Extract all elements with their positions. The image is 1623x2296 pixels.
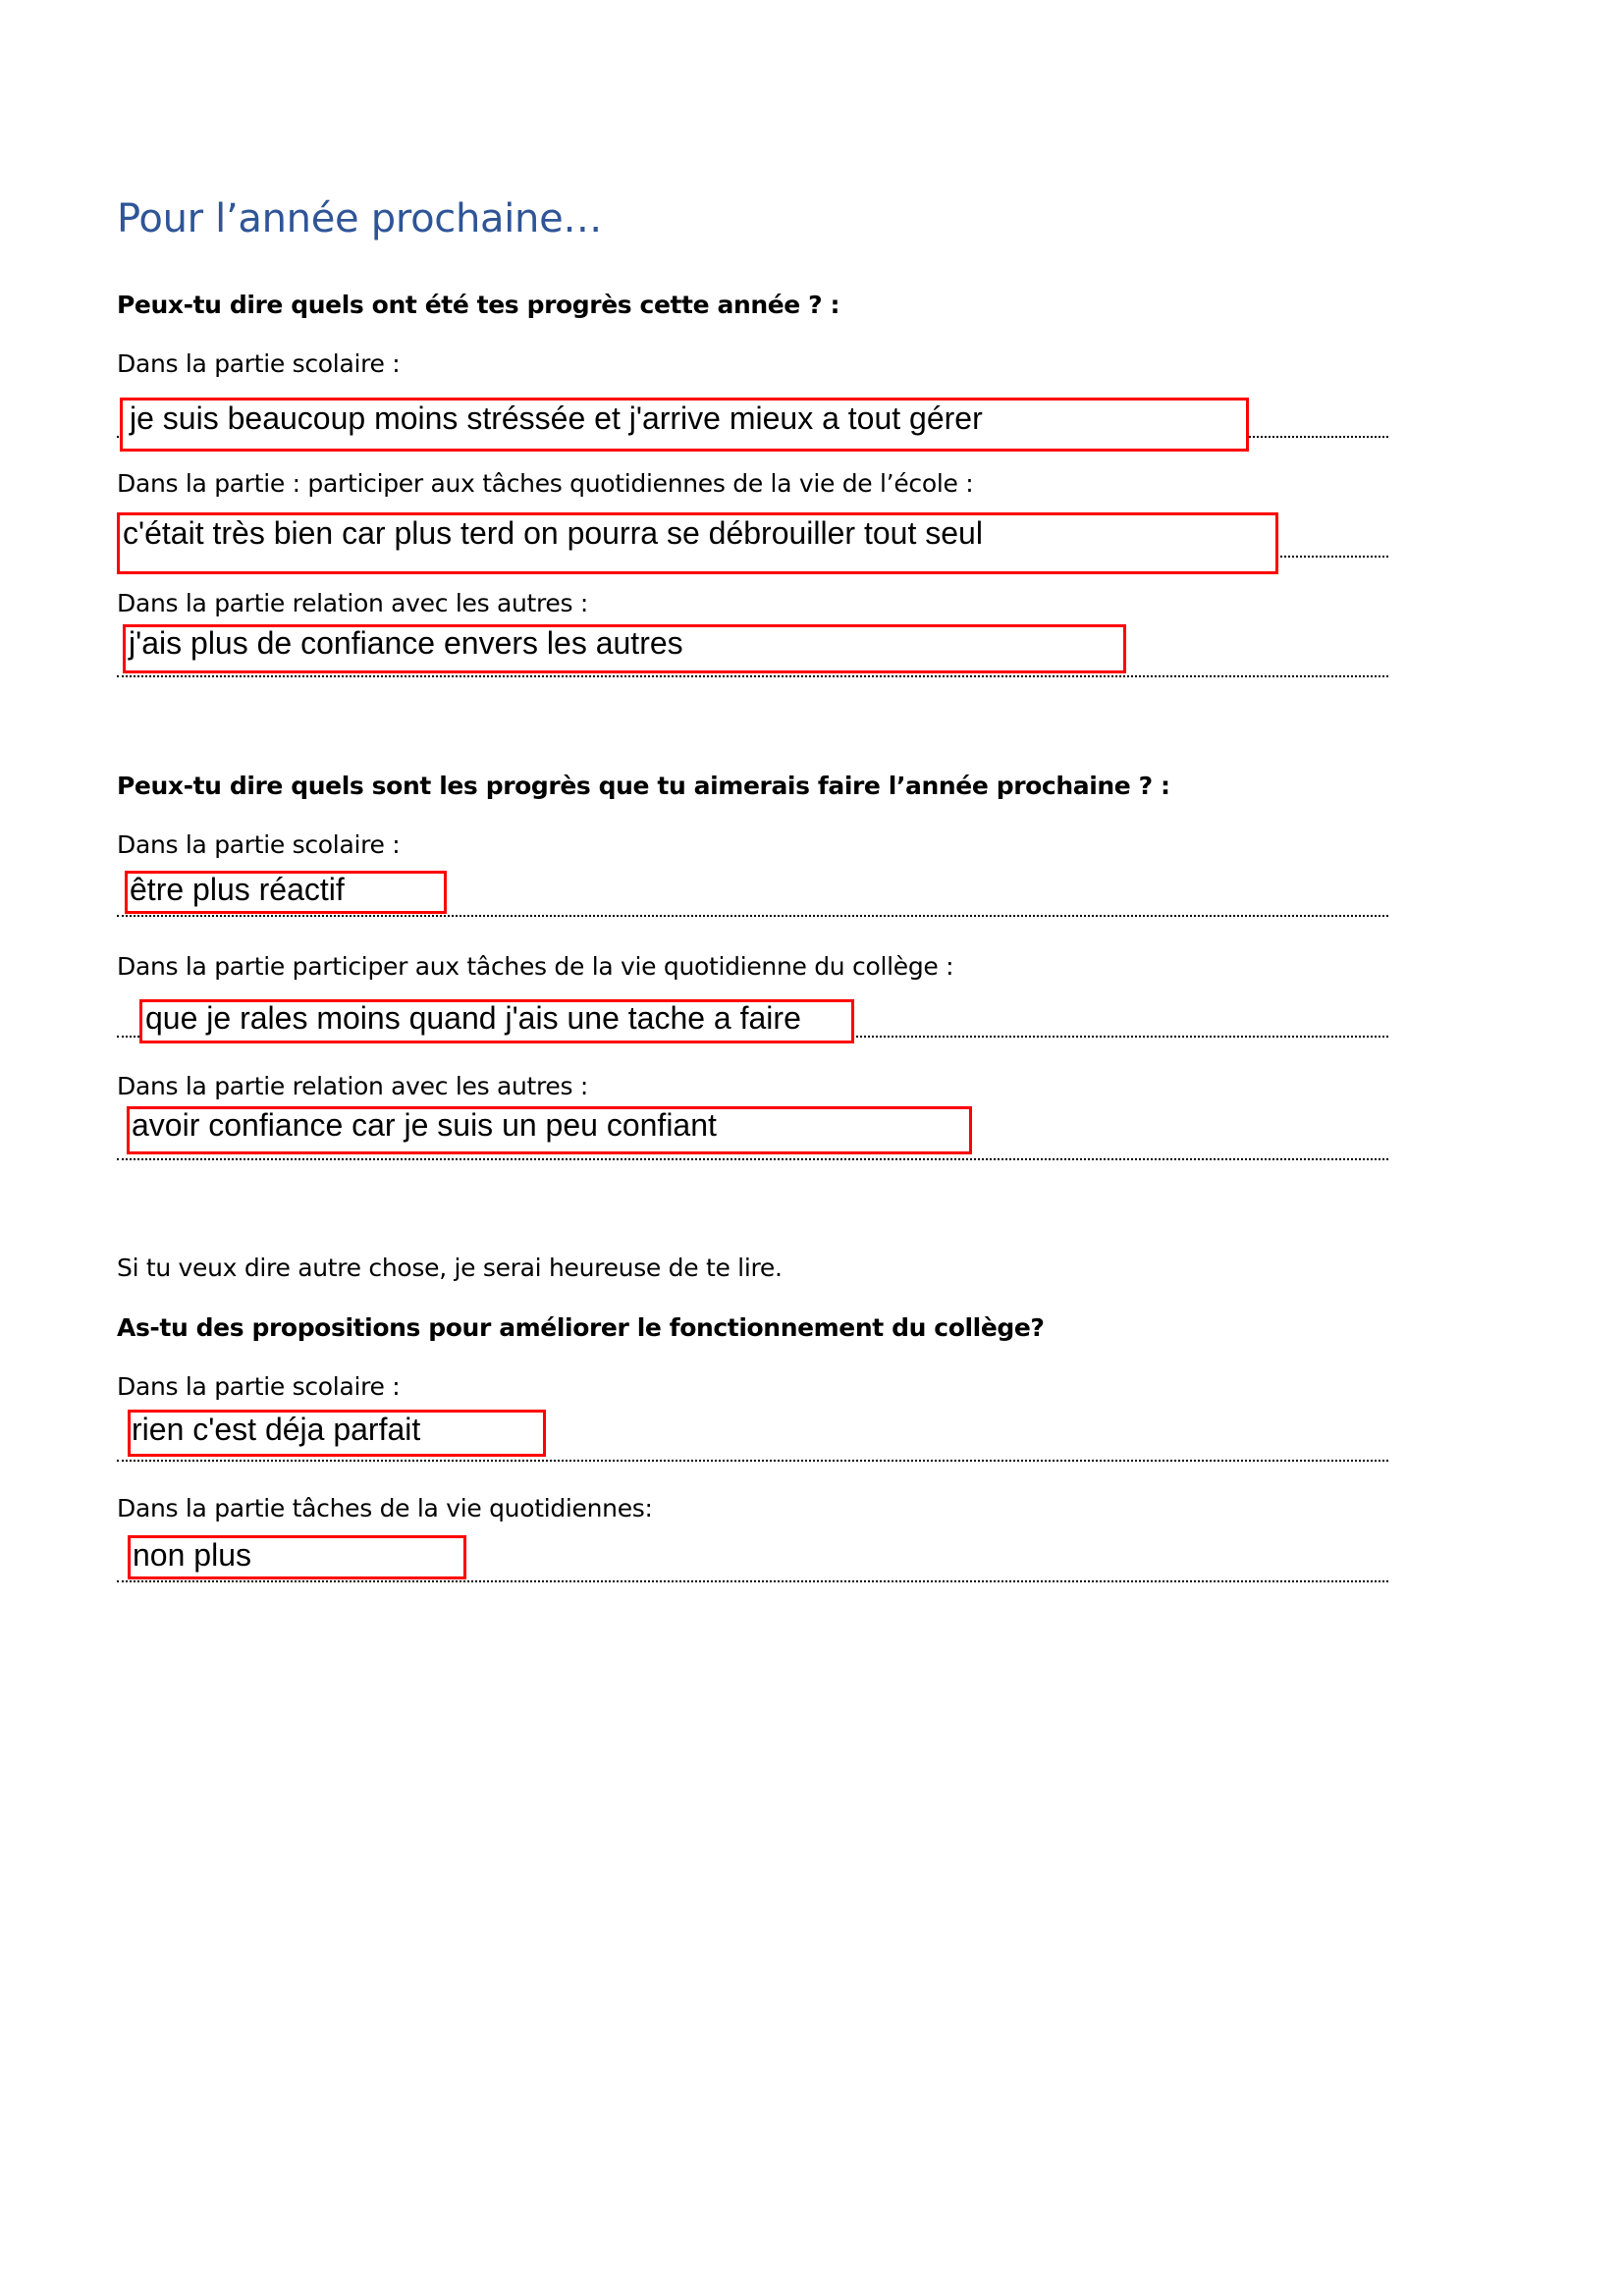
- section1-item1-label: Dans la partie scolaire :: [117, 349, 401, 378]
- section1-item2-label: Dans la partie : participer aux tâches quotidiennes de la vie de l’école :: [117, 469, 974, 498]
- answer-line: [117, 1580, 1388, 1582]
- section1-item3-answer: j'ais plus de confiance envers les autres: [129, 625, 683, 661]
- section2-item1-answer: être plus réactif: [130, 872, 345, 907]
- section3-item2-answer: non plus: [133, 1537, 251, 1573]
- section3-item2-label: Dans la partie tâches de la vie quotidiennes:: [117, 1494, 653, 1522]
- answer-line: [117, 1460, 1388, 1462]
- section1-item1-answer: je suis beaucoup moins stréssée et j'arrive mieux a tout gérer: [130, 400, 983, 436]
- section3-question: As-tu des propositions pour améliorer le fonctionnement du collège?: [117, 1313, 1045, 1342]
- section1-item2-answer: c'était très bien car plus terd on pourra se débrouiller tout seul: [123, 515, 983, 551]
- answer-line: [117, 1158, 1388, 1160]
- section1-question: Peux-tu dire quels ont été tes progrès cette année ? :: [117, 291, 840, 319]
- section2-question: Peux-tu dire quels sont les progrès que tu aimerais faire l’année prochaine ? :: [117, 772, 1170, 800]
- section2-item3-answer: avoir confiance car je suis un peu confiant: [132, 1107, 717, 1143]
- answer-line: [117, 675, 1388, 677]
- section3-item1-answer: rien c'est déja parfait: [132, 1412, 421, 1447]
- section2-item1-label: Dans la partie scolaire :: [117, 830, 401, 859]
- section3-item1-label: Dans la partie scolaire :: [117, 1372, 401, 1401]
- section2-item2-answer: que je rales moins quand j'ais une tache a faire: [145, 1000, 801, 1036]
- answer-line: [117, 915, 1388, 917]
- section1-item3-label: Dans la partie relation avec les autres :: [117, 589, 589, 617]
- section2-item2-label: Dans la partie participer aux tâches de la vie quotidienne du collège :: [117, 952, 954, 981]
- closing-note: Si tu veux dire autre chose, je serai heureuse de te lire.: [117, 1254, 783, 1282]
- page-title: Pour l’année prochaine…: [117, 196, 603, 241]
- section2-item3-label: Dans la partie relation avec les autres :: [117, 1072, 589, 1100]
